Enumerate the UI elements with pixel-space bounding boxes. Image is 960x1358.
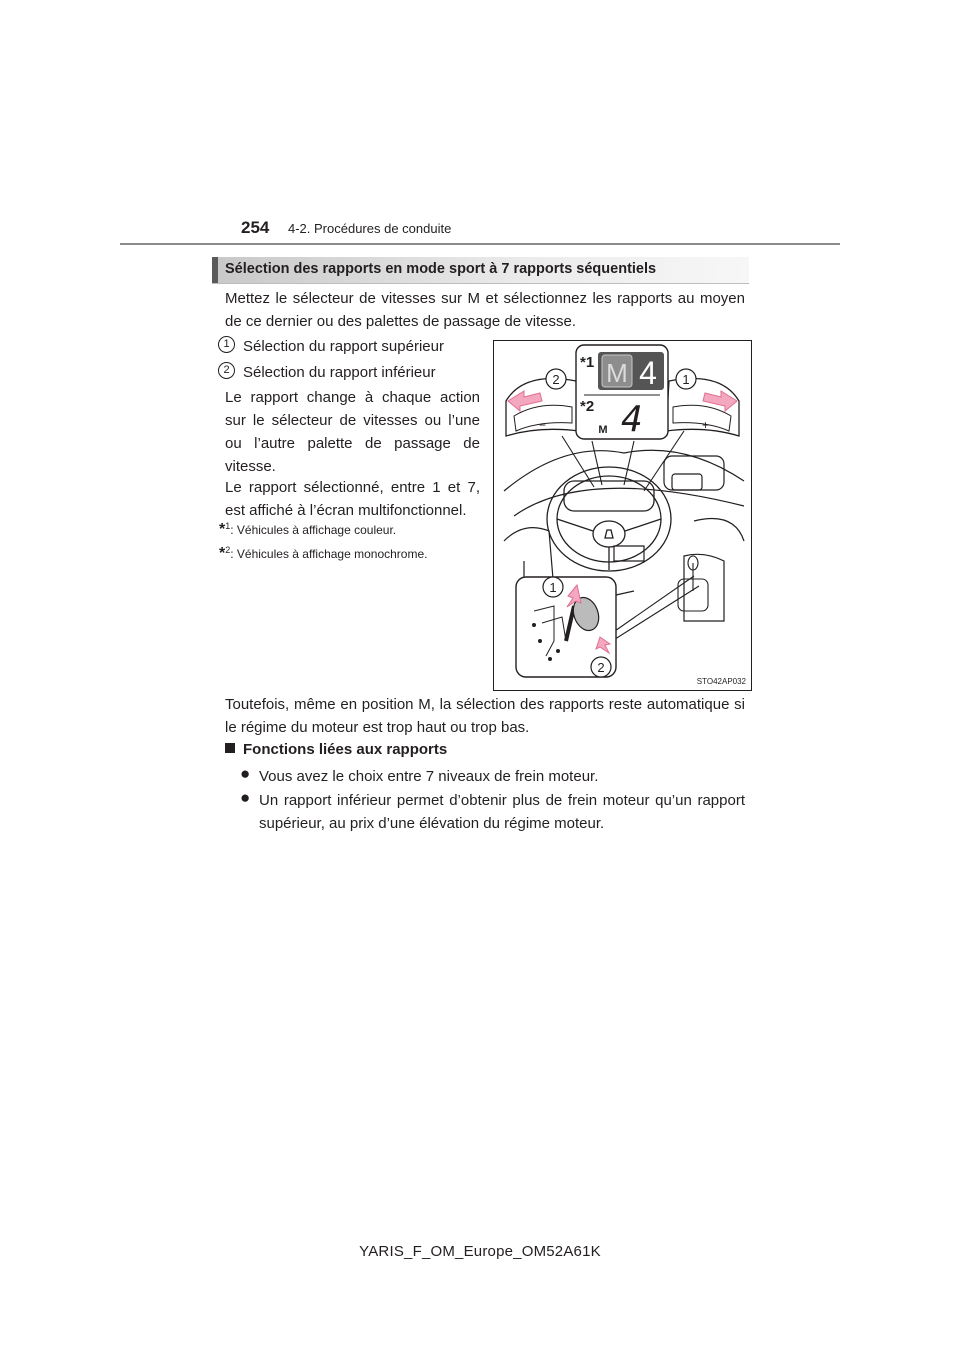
subsection-title: Fonctions liées aux rapports [243, 741, 448, 758]
bullet-text-1: Vous avez le choix entre 7 niveaux de frein moteur. [259, 768, 599, 785]
steering-wheel [547, 467, 671, 571]
step-text-1: Sélection du rapport supérieur [243, 338, 444, 355]
figure-code: STO42AP032 [696, 677, 746, 686]
footnote-2-num: 2 [225, 545, 231, 555]
step-number-2: 2 [218, 362, 235, 379]
callout-1-top: 1 [682, 372, 690, 387]
display-paragraph: Le rapport sélectionné, entre 1 et 7, est affiché à l’écran multifonctionnel. [225, 479, 480, 519]
callout-1-lever: 1 [549, 580, 557, 595]
topic-bar-accent [212, 257, 218, 283]
bottom-paragraph: Toutefois, même en position M, la sélection des rapports reste automatique si le régime du moteur est trop haut ou trop bas. [225, 696, 745, 736]
color-display-letter: M [606, 358, 628, 388]
change-paragraph: Le rapport change à chaque action sur le sélecteur de vitesses ou l’une ou l’autre palette de passage de vitesse. [225, 389, 480, 475]
page-number: 254 [241, 218, 270, 237]
minus-sign: − [539, 418, 547, 432]
bullet-icon-2: ● [240, 788, 251, 807]
footer-doc-id: YARIS_F_OM_Europe_OM52A61K [359, 1243, 601, 1260]
topic-bar [212, 257, 749, 284]
bullet-text-2: Un rapport inférieur permet d’obtenir plus de frein moteur qu’un rapport supérieur, au prix d’une élévation du régime moteur. [259, 792, 745, 832]
gear-selection-illustration [494, 341, 751, 690]
mono-display-letter: M [598, 424, 608, 436]
footnote-2-text: : Véhicules à affichage monochrome. [230, 547, 428, 561]
topic-title: Sélection des rapports en mode sport à 7 rapports séquentiels [225, 261, 657, 277]
step-text-2: Sélection du rapport inférieur [243, 364, 436, 381]
footnote-2-star: * [219, 545, 226, 562]
callout-2-top: 2 [552, 372, 560, 387]
footnote-1-star: * [219, 521, 226, 538]
footnote-1-text: : Véhicules à affichage couleur. [230, 523, 397, 537]
square-bullet-icon [225, 743, 235, 753]
header-rule [120, 243, 840, 245]
intro-paragraph: Mettez le sélecteur de vitesses sur M et sélectionnez les rapports au moyen de ce dernier ou des palettes de passage de vitesse. [225, 290, 745, 330]
color-display-gear: 4 [639, 355, 657, 391]
star-label-2: *2 [580, 398, 595, 415]
star-label-1: *1 [580, 354, 595, 371]
step-number-1: 1 [218, 336, 235, 353]
section-title: 4-2. Procédures de conduite [288, 221, 452, 236]
footnote-2 [219, 545, 427, 563]
callout-2-lever: 2 [597, 660, 605, 675]
mono-display-gear: 4 [621, 399, 643, 440]
bullet-icon-1: ● [240, 764, 251, 783]
subsection-heading [225, 741, 447, 758]
gear-selection-figure [493, 340, 752, 691]
footnote-1-num: 1 [225, 521, 231, 531]
plus-sign: + [702, 418, 710, 432]
footnote-1 [219, 521, 396, 539]
